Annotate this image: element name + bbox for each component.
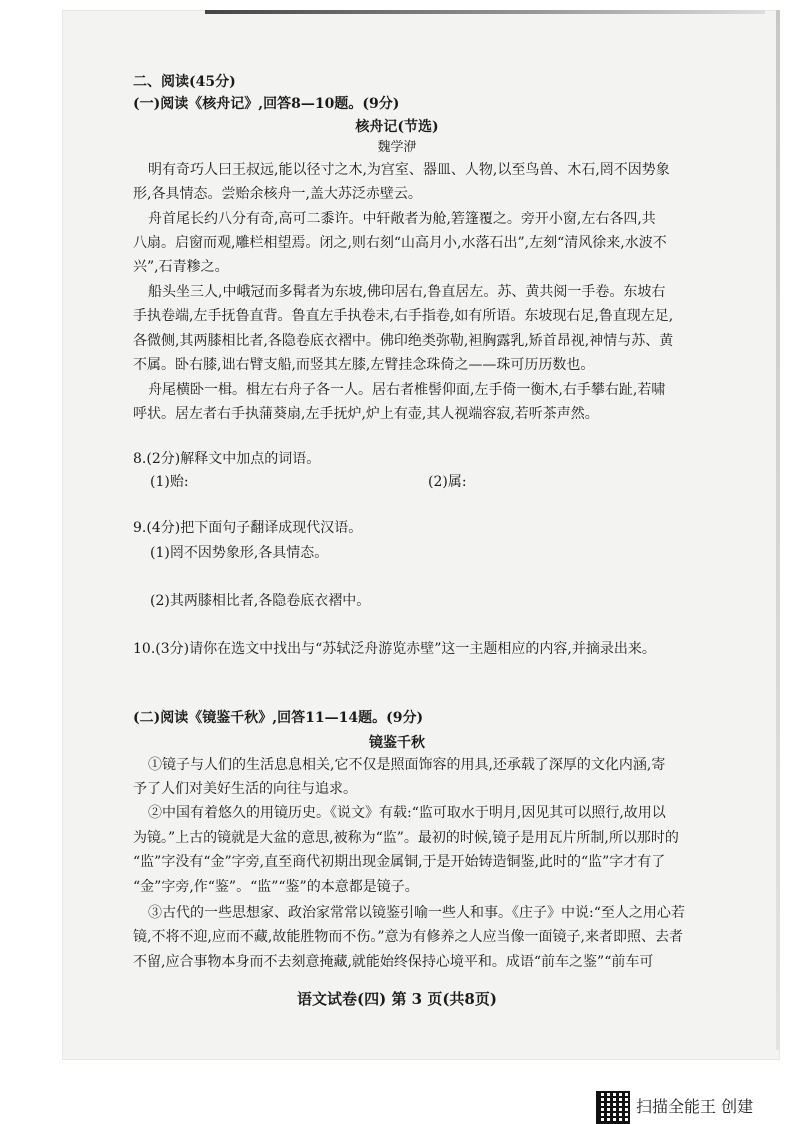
passage-line: 为镜。”上古的镜就是大盆的意思,被称为“监”。最初的时候,镜子是用瓦片所制,所以那时的 [133, 830, 679, 846]
question-10: 10.(3分)请你在选文中找出与“苏轼泛舟游览赤壁”这一主题相应的内容,并摘录出来。 [133, 641, 656, 657]
passage-line: 予了人们对美好生活的向往与追求。 [133, 781, 357, 797]
passage-line: 镜,不将不迎,应而不藏,故能胜物而不伤。”意为有修养之人应当像一面镜子,来者即照、去者 [133, 929, 683, 945]
section-title: 二、阅读(45分) [133, 74, 236, 90]
question-9: 9.(4分)把下面句子翻译成现代汉语。 [133, 520, 363, 536]
part1-author: 魏学洢 [377, 140, 417, 155]
passage-line: 舟尾横卧一楫。楫左右舟子各一人。居右者椎髻仰面,左手倚一衡木,右手攀右趾,若啸 [148, 382, 666, 398]
passage-line: 不属。卧右膝,诎右臂支船,而竖其左膝,左臂挂念珠倚之——珠可历历数也。 [133, 357, 595, 373]
passage-line: ①镜子与人们的生活息息相关,它不仅是照面饰容的用具,还承载了深厚的文化内涵,寄 [148, 757, 666, 773]
part2-header: (二)阅读《镜鉴千秋》,回答11—14题。(9分) [133, 710, 424, 726]
passage-line: “金”字旁,作“鉴”。“监”“鉴”的本意都是镜子。 [133, 879, 419, 895]
passage-line: 呼状。居左者右手执蒲葵扇,左手抚炉,炉上有壶,其人视端容寂,若听茶声然。 [133, 406, 599, 422]
passage-line: 船头坐三人,中峨冠而多髯者为东坡,佛印居右,鲁直居左。苏、黄共阅一手卷。东坡右 [148, 284, 666, 300]
passage-line: 舟首尾长约八分有奇,高可二黍许。中轩敞者为舱,箬篷覆之。旁开小窗,左右各四,共 [148, 211, 656, 227]
scan-edge-right [776, 10, 780, 1050]
passage-line: ③古代的一些思想家、政治家常常以镜鉴引喻一些人和事。《庄子》中说:“至人之用心若 [148, 905, 685, 921]
answer-8-2-label: (2)属: [428, 474, 467, 490]
passage-line: 不留,应合事物本身而不去刻意掩藏,就能始终保持心境平和。成语“前车之鉴”“前车可 [133, 954, 654, 970]
passage-line: 八扇。启窗而观,雕栏相望焉。闭之,则右刻“山高月小,水落石出”,左刻“清风徐来,水波不 [133, 235, 667, 251]
passage-line: ②中国有着悠久的用镜历史。《说文》有载:“监可取水于明月,因见其可以照行,故用以 [148, 805, 666, 821]
passage-line: 明有奇巧人曰王叔远,能以径寸之木,为宫室、器皿、人物,以至鸟兽、木石,罔不因势象 [148, 162, 670, 178]
passage-line: 形,各具情态。尝贻余核舟一,盖大苏泛赤壁云。 [133, 186, 422, 202]
passage-line: 各微侧,其两膝相比者,各隐卷底衣褶中。佛印绝类弥勒,袒胸露乳,矫首昂视,神情与苏、黄 [133, 333, 674, 349]
page-footer: 语文试卷(四) 第 3 页(共8页) [297, 990, 497, 1008]
answer-8-1-label: (1)贻: [150, 474, 189, 490]
part2-title: 镜鉴千秋 [369, 735, 425, 751]
qr-code-icon [598, 1093, 628, 1123]
question-9-sentence-2: (2)其两膝相比者,各隐卷底衣褶中。 [150, 593, 371, 609]
passage-line: 兴”,石青糁之。 [133, 259, 229, 275]
part1-header: (一)阅读《核舟记》,回答8—10题。(9分) [133, 96, 400, 112]
question-9-sentence-1: (1)罔不因势象形,各具情态。 [150, 545, 329, 561]
scan-edge-top [205, 10, 765, 14]
part1-title: 核舟记(节选) [355, 119, 439, 135]
passage-line: 手执卷端,左手抚鲁直背。鲁直左手执卷末,右手指卷,如有所语。东坡现右足,鲁直现左足, [133, 308, 674, 324]
passage-line: “监”字没有“金”字旁,直至商代初期出现金属铜,于是开始铸造铜鉴,此时的“监”字才有了 [133, 854, 666, 870]
question-8: 8.(2分)解释文中加点的词语。 [133, 451, 321, 467]
scanner-app-label: 扫描全能王 创建 [636, 1097, 754, 1116]
